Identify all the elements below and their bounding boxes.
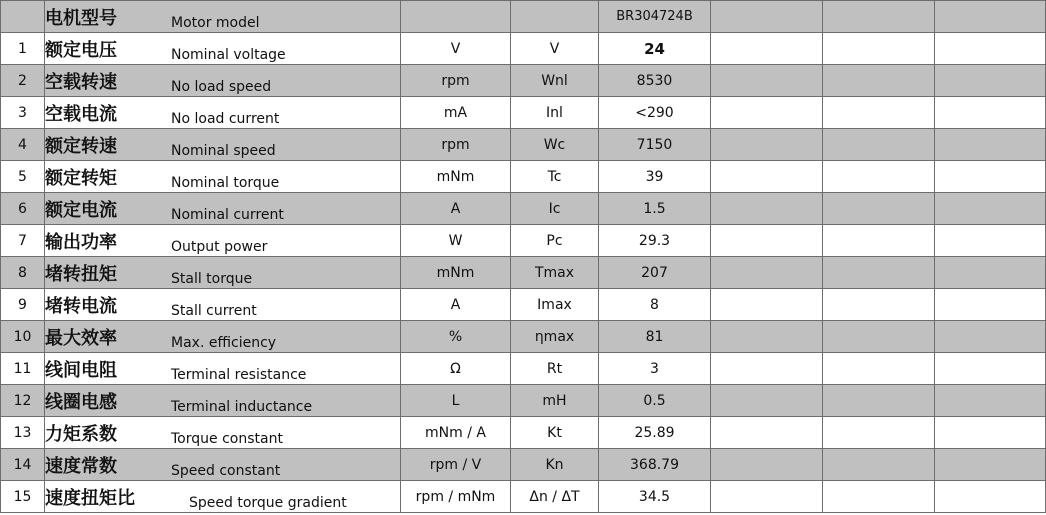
- parameter-name-cn: 力矩系数: [45, 423, 117, 445]
- parameter-name-cn: 速度常数: [45, 455, 117, 477]
- value-cell: 25.89: [599, 417, 711, 449]
- unit-cell: Ω: [401, 353, 511, 385]
- row-index: [1, 1, 45, 33]
- value-cell: 34.5: [599, 481, 711, 513]
- parameter-name-cn: 线间电阻: [45, 359, 117, 381]
- unit-cell: %: [401, 321, 511, 353]
- parameter-name-en: Output power: [171, 238, 268, 255]
- empty-cell: [711, 225, 823, 257]
- empty-cell: [823, 225, 935, 257]
- unit-cell: mA: [401, 97, 511, 129]
- parameter-name-cn: 堵转电流: [45, 295, 117, 317]
- parameter-name-cn: 额定电压: [45, 39, 117, 61]
- unit-cell: V: [401, 33, 511, 65]
- unit-cell: L: [401, 385, 511, 417]
- empty-cell: [935, 321, 1046, 353]
- empty-cell: [711, 321, 823, 353]
- empty-cell: [711, 129, 823, 161]
- parameter-name-cn: 额定转速: [45, 135, 117, 157]
- empty-cell: [823, 1, 935, 33]
- symbol-cell: Kn: [511, 449, 599, 481]
- value-cell: 3: [599, 353, 711, 385]
- empty-cell: [935, 449, 1046, 481]
- row-index: 2: [1, 65, 45, 97]
- parameter-name-cn: 空载电流: [45, 103, 117, 125]
- empty-cell: [823, 97, 935, 129]
- table-body: [1, 1, 1046, 513]
- parameter-name-en: Terminal resistance: [171, 366, 307, 383]
- table-row: [1, 417, 1046, 449]
- unit-cell: A: [401, 289, 511, 321]
- empty-cell: [935, 97, 1046, 129]
- empty-cell: [711, 449, 823, 481]
- parameter-name-cn: 空载转速: [45, 71, 117, 93]
- unit-cell: mNm: [401, 257, 511, 289]
- empty-cell: [711, 65, 823, 97]
- unit-cell: rpm / V: [401, 449, 511, 481]
- empty-cell: [823, 321, 935, 353]
- value-cell: <290: [599, 97, 711, 129]
- parameter-name-en: Motor model: [171, 14, 260, 31]
- row-index: 12: [1, 385, 45, 417]
- symbol-cell: Wc: [511, 129, 599, 161]
- table-row: [1, 33, 1046, 65]
- empty-cell: [823, 193, 935, 225]
- row-index: 13: [1, 417, 45, 449]
- empty-cell: [823, 161, 935, 193]
- empty-cell: [935, 417, 1046, 449]
- value-cell: 207: [599, 257, 711, 289]
- symbol-cell: Pc: [511, 225, 599, 257]
- parameter-name-cn: 最大效率: [45, 327, 117, 349]
- parameter-name: [45, 1, 401, 33]
- symbol-cell: [511, 1, 599, 33]
- empty-cell: [935, 481, 1046, 513]
- empty-cell: [935, 161, 1046, 193]
- row-index: 9: [1, 289, 45, 321]
- parameter-name: [45, 257, 401, 289]
- table-row: [1, 449, 1046, 481]
- unit-cell: A: [401, 193, 511, 225]
- row-index: 8: [1, 257, 45, 289]
- parameter-name: [45, 481, 401, 513]
- value-cell: 368.79: [599, 449, 711, 481]
- row-index: 4: [1, 129, 45, 161]
- empty-cell: [711, 1, 823, 33]
- symbol-cell: Tmax: [511, 257, 599, 289]
- unit-cell: mNm: [401, 161, 511, 193]
- parameter-name: [45, 33, 401, 65]
- empty-cell: [823, 353, 935, 385]
- parameter-name-cn: 速度扭矩比: [45, 487, 135, 509]
- empty-cell: [711, 417, 823, 449]
- table-row: [1, 353, 1046, 385]
- parameter-name-en: Stall current: [171, 302, 257, 319]
- parameter-name-en: No load current: [171, 110, 280, 127]
- empty-cell: [823, 481, 935, 513]
- row-index: 7: [1, 225, 45, 257]
- parameter-name-cn: 输出功率: [45, 231, 117, 253]
- empty-cell: [711, 193, 823, 225]
- row-index: 11: [1, 353, 45, 385]
- parameter-name: [45, 97, 401, 129]
- parameter-name-cn: 额定转矩: [45, 167, 117, 189]
- table-row: [1, 481, 1046, 513]
- header-row: [1, 1, 1046, 33]
- parameter-name-en: Stall torque: [171, 270, 253, 287]
- table-row: [1, 225, 1046, 257]
- value-cell: 0.5: [599, 385, 711, 417]
- symbol-cell: Ic: [511, 193, 599, 225]
- parameter-name: [45, 161, 401, 193]
- value-cell: 7150: [599, 129, 711, 161]
- empty-cell: [935, 257, 1046, 289]
- parameter-name: [45, 417, 401, 449]
- empty-cell: [823, 289, 935, 321]
- table-row: [1, 129, 1046, 161]
- symbol-cell: Tc: [511, 161, 599, 193]
- value-cell: 24: [599, 33, 711, 65]
- table-row: [1, 161, 1046, 193]
- parameter-name-en: No load speed: [171, 78, 272, 95]
- empty-cell: [823, 257, 935, 289]
- table-row: [1, 257, 1046, 289]
- unit-cell: rpm: [401, 65, 511, 97]
- empty-cell: [711, 481, 823, 513]
- parameter-name: [45, 193, 401, 225]
- empty-cell: [935, 353, 1046, 385]
- unit-cell: rpm: [401, 129, 511, 161]
- symbol-cell: Wnl: [511, 65, 599, 97]
- parameter-name-cn: 电机型号: [45, 7, 117, 29]
- empty-cell: [935, 193, 1046, 225]
- value-cell: 39: [599, 161, 711, 193]
- table-row: [1, 289, 1046, 321]
- empty-cell: [711, 161, 823, 193]
- table-row: [1, 321, 1046, 353]
- parameter-name-en: Nominal torque: [171, 174, 280, 191]
- unit-cell: W: [401, 225, 511, 257]
- empty-cell: [823, 129, 935, 161]
- parameter-name-cn: 额定电流: [45, 199, 117, 221]
- empty-cell: [711, 385, 823, 417]
- symbol-cell: Inl: [511, 97, 599, 129]
- empty-cell: [935, 1, 1046, 33]
- parameter-name-en: Terminal inductance: [171, 398, 313, 415]
- row-index: 14: [1, 449, 45, 481]
- parameter-name: [45, 65, 401, 97]
- empty-cell: [711, 289, 823, 321]
- symbol-cell: mH: [511, 385, 599, 417]
- empty-cell: [711, 257, 823, 289]
- empty-cell: [935, 225, 1046, 257]
- empty-cell: [935, 65, 1046, 97]
- empty-cell: [711, 97, 823, 129]
- parameter-name-en: Speed torque gradient: [189, 494, 347, 511]
- table-row: [1, 385, 1046, 417]
- table-row: [1, 193, 1046, 225]
- empty-cell: [711, 33, 823, 65]
- parameter-name-cn: 堵转扭矩: [45, 263, 117, 285]
- empty-cell: [823, 33, 935, 65]
- parameter-name-en: Max. efficiency: [171, 334, 277, 351]
- symbol-cell: Imax: [511, 289, 599, 321]
- table-row: [1, 65, 1046, 97]
- parameter-name-en: Nominal speed: [171, 142, 276, 159]
- row-index: 15: [1, 481, 45, 513]
- value-cell: 1.5: [599, 193, 711, 225]
- value-cell: 8530: [599, 65, 711, 97]
- empty-cell: [935, 289, 1046, 321]
- empty-cell: [935, 129, 1046, 161]
- empty-cell: [711, 353, 823, 385]
- symbol-cell: Kt: [511, 417, 599, 449]
- parameter-name: [45, 129, 401, 161]
- parameter-name: [45, 449, 401, 481]
- parameter-name: [45, 225, 401, 257]
- empty-cell: [823, 417, 935, 449]
- parameter-name-cn: 线圈电感: [45, 391, 117, 413]
- parameter-name-en: Nominal voltage: [171, 46, 286, 63]
- parameter-name-en: Torque constant: [171, 430, 283, 447]
- empty-cell: [935, 33, 1046, 65]
- parameter-name-en: Speed constant: [171, 462, 281, 479]
- symbol-cell: ηmax: [511, 321, 599, 353]
- parameter-name: [45, 321, 401, 353]
- empty-cell: [823, 65, 935, 97]
- row-index: 3: [1, 97, 45, 129]
- value-cell: 8: [599, 289, 711, 321]
- parameter-name: [45, 289, 401, 321]
- parameter-name: [45, 385, 401, 417]
- empty-cell: [823, 385, 935, 417]
- value-cell: 81: [599, 321, 711, 353]
- row-index: 5: [1, 161, 45, 193]
- symbol-cell: Δn / ΔT: [511, 481, 599, 513]
- parameter-name-en: Nominal current: [171, 206, 284, 223]
- row-index: 1: [1, 33, 45, 65]
- unit-cell: mNm / A: [401, 417, 511, 449]
- unit-cell: rpm / mNm: [401, 481, 511, 513]
- model-value-cell: BR304724B: [599, 1, 711, 33]
- parameter-name: [45, 353, 401, 385]
- symbol-cell: V: [511, 33, 599, 65]
- row-index: 6: [1, 193, 45, 225]
- empty-cell: [823, 449, 935, 481]
- symbol-cell: Rt: [511, 353, 599, 385]
- value-cell: 29.3: [599, 225, 711, 257]
- unit-cell: [401, 1, 511, 33]
- row-index: 10: [1, 321, 45, 353]
- empty-cell: [935, 385, 1046, 417]
- table-row: [1, 97, 1046, 129]
